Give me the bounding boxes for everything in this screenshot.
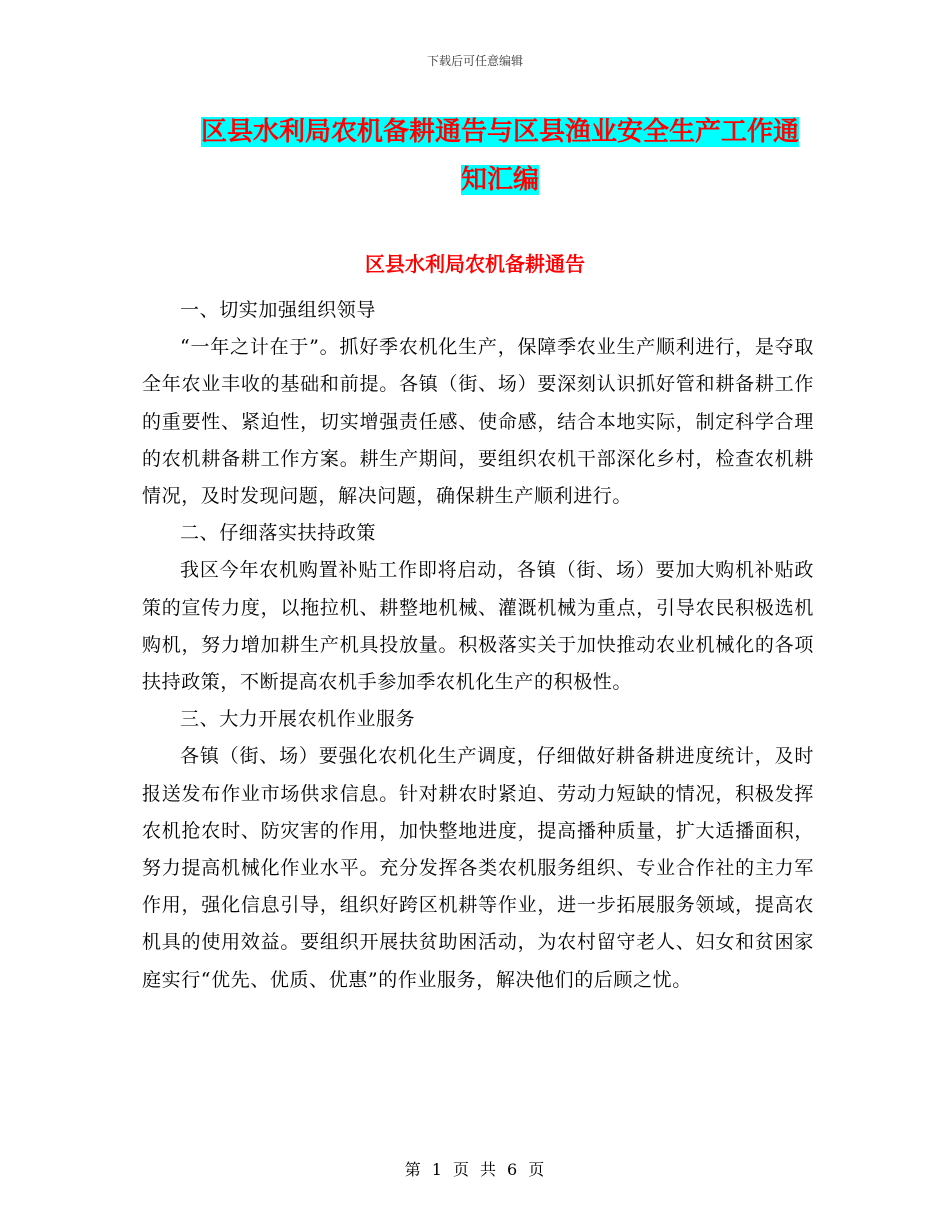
heading-organization: 一、切实加强组织领导 [180, 299, 377, 321]
document-title-line2: 知汇编 [460, 165, 539, 195]
footer-label-prefix: 第 [404, 1160, 422, 1179]
footer-label-mid: 页 [452, 1160, 470, 1179]
section-title: 区县水利局农机备耕通告 [365, 252, 585, 276]
page-number: 1 [431, 1160, 443, 1179]
header-note: 下载后可任意编辑 [426, 54, 523, 68]
paragraph-policy: 我区今年农机购置补贴工作即将启动，各镇（街、场）要加大购机补贴政策的宣传力度，以拖拉机、耕整地机械、灌溉机械为重点，引导农民积极选机购机，努力增加耕生产机具投放量。积极落实关于加快推动农业机械化的各项扶持政策，不断提高农机手参加季农机化生产的积极性。 [142, 559, 814, 694]
footer-label-suffix: 页 [528, 1160, 546, 1179]
document-body [142, 292, 814, 999]
page-total: 6 [507, 1160, 519, 1179]
paragraph-organization: “一年之计在于”。抓好季农机化生产，保障季农业生产顺利进行，是夺取全年农业丰收的基础和前提。各镇（街、场）要深刻认识抓好管和耕备耕工作的重要性、紧迫性，切实增强责任感、使命感，结合本地实际，制定科学合理的农机耕备耕工作方案。耕生产期间，要组织农机干部深化乡村，检查农机耕情况，及时发现问题，解决问题，确保耕生产顺利进行。 [142, 336, 814, 508]
document-title-line1: 区县水利局农机备耕通告与区县渔业安全生产工作通 [200, 117, 799, 147]
document-title [185, 108, 815, 204]
heading-service: 三、大力开展农机作业服务 [180, 708, 416, 731]
heading-policy: 二、仔细落实扶持政策 [180, 522, 377, 545]
paragraph-service: 各镇（街、场）要强化农机化生产调度，仔细做好耕备耕进度统计，及时报送发布作业市场供求信息。针对耕农时紧迫、劳动力短缺的情况，积极发挥农机抢农时、防灾害的作用，加快整地进度，提高播种质量，扩大适播面积，努力提高机械化作业水平。充分发挥各类农机服务组织、专业合作社的主力军作用，强化信息引导，组织好跨区机耕等作业，进一步拓展服务领域，提高农机具的使用效益。要组织开展扶贫助困活动，为农村留守老人、妇女和贫困家庭实行“优先、优质、优惠”的作业服务，解决他们的后顾之忧。 [142, 745, 814, 991]
footer-total-prefix: 共 [480, 1160, 498, 1179]
page-footer [0, 1157, 950, 1180]
